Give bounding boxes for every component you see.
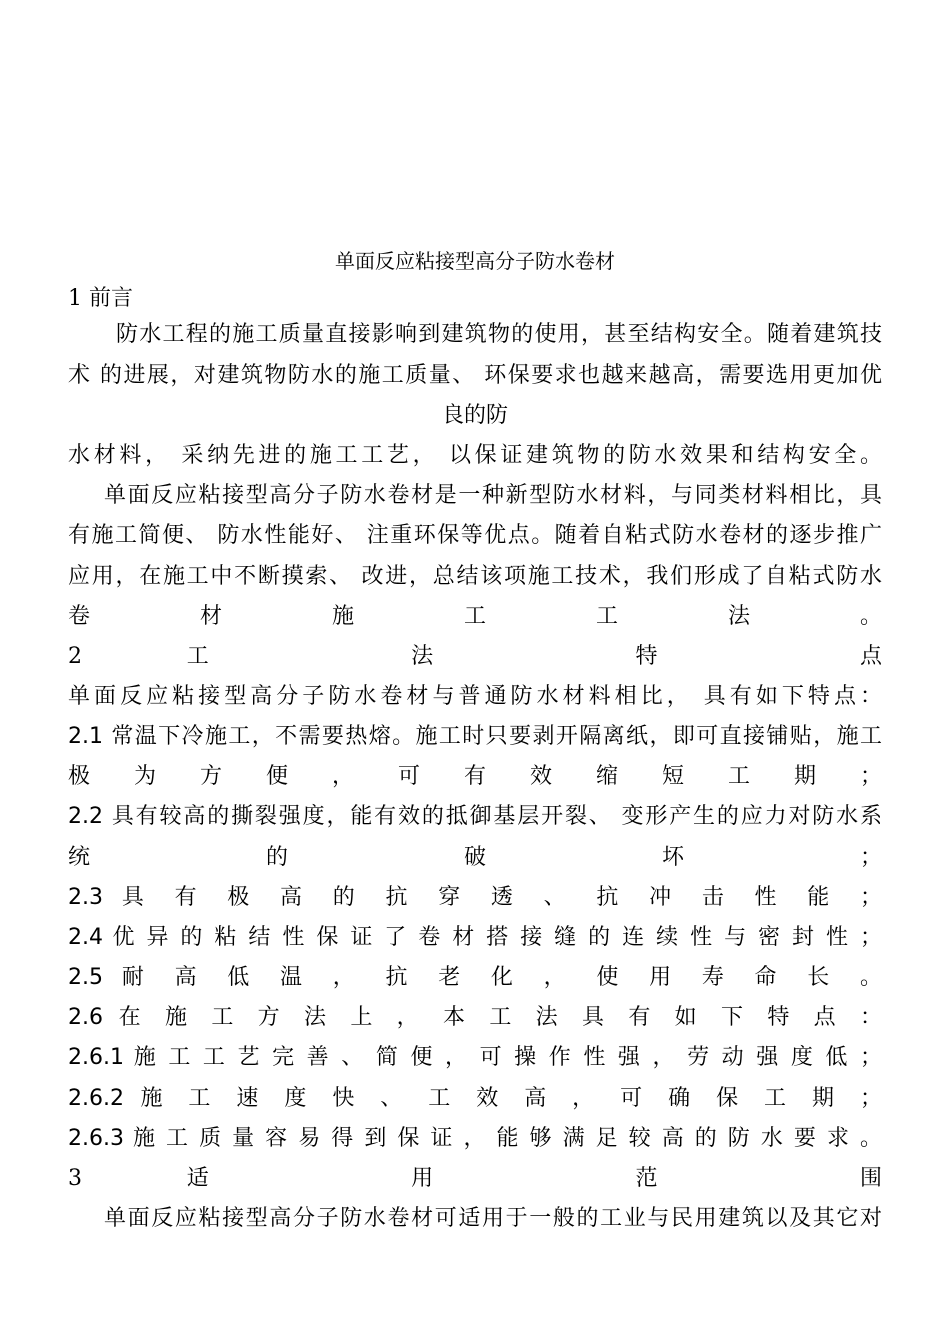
section-heading-3: 3 适 用 范 围 [68, 1166, 882, 1191]
paragraph-line: 卷 材 施 工 工 法 。 [68, 604, 882, 629]
list-item: 2.6.3 施 工 质 量 容 易 得 到 保 证 ， 能 够 满 足 较 高 的 防 水 要 求 。 [68, 1126, 882, 1151]
list-item: 2.1 常温下冷施工，不需要热熔。施工时只要剥开隔离纸，即可直接铺贴，施工 [68, 724, 882, 749]
paragraph-line: 水材料， 采纳先进的施工工艺， 以保证建筑物的防水效果和结构安全。 [68, 443, 882, 468]
list-item: 2.6.2 施 工 速 度 快 、 工 效 高 ， 可 确 保 工 期 ； [68, 1086, 882, 1111]
list-item-continuation: 统 的 破 坏 ； [68, 845, 882, 870]
document-title: 单面反应粘接型高分子防水卷材 [335, 249, 615, 273]
list-item: 2.6.1 施 工 工 艺 完 善 、 简 便 ， 可 操 作 性 强 ， 劳 动 强 度 低 ； [68, 1045, 882, 1070]
list-item: 2.6 在 施 工 方 法 上 ， 本 工 法 具 有 如 下 特 点 ： [68, 1005, 882, 1030]
section-heading-1: 1 前言 [68, 286, 133, 311]
paragraph-line: 单面反应粘接型高分子防水卷材可适用于一般的工业与民用建筑以及其它对 [104, 1206, 882, 1231]
paragraph-line: 单面反应粘接型高分子防水卷材是一种新型防水材料，与同类材料相比，具 [104, 483, 882, 508]
list-item: 2.3 具 有 极 高 的 抗 穿 透 、 抗 冲 击 性 能 ； [68, 885, 882, 910]
list-item: 2.2 具有较高的撕裂强度，能有效的抵御基层开裂、 变形产生的应力对防水系 [68, 804, 882, 829]
list-item: 2.5 耐 高 低 温 ， 抗 老 化 ， 使 用 寿 命 长 。 [68, 965, 882, 990]
section-heading-2: 2 工 法 特 点 [68, 644, 882, 669]
paragraph-line: 有施工简便、 防水性能好、 注重环保等优点。随着自粘式防水卷材的逐步推广 [68, 523, 882, 548]
paragraph-line: 术 的进展，对建筑物防水的施工质量、 环保要求也越来越高，需要选用更加优 [68, 363, 882, 388]
list-item-continuation: 极 为 方 便 ， 可 有 效 缩 短 工 期 ； [68, 764, 882, 789]
paragraph-line: 单面反应粘接型高分子防水卷材与普通防水材料相比， 具有如下特点： [68, 684, 882, 709]
paragraph-line: 良的防 [441, 403, 508, 428]
list-item: 2.4 优 异 的 粘 结 性 保 证 了 卷 材 搭 接 缝 的 连 续 性 与 密 封 性 ； [68, 925, 882, 950]
paragraph-line: 防水工程的施工质量直接影响到建筑物的使用，甚至结构安全。随着建筑技 [116, 322, 882, 347]
paragraph-line: 应用，在施工中不断摸索、 改进，总结该项施工技术，我们形成了自粘式防水 [68, 564, 882, 589]
